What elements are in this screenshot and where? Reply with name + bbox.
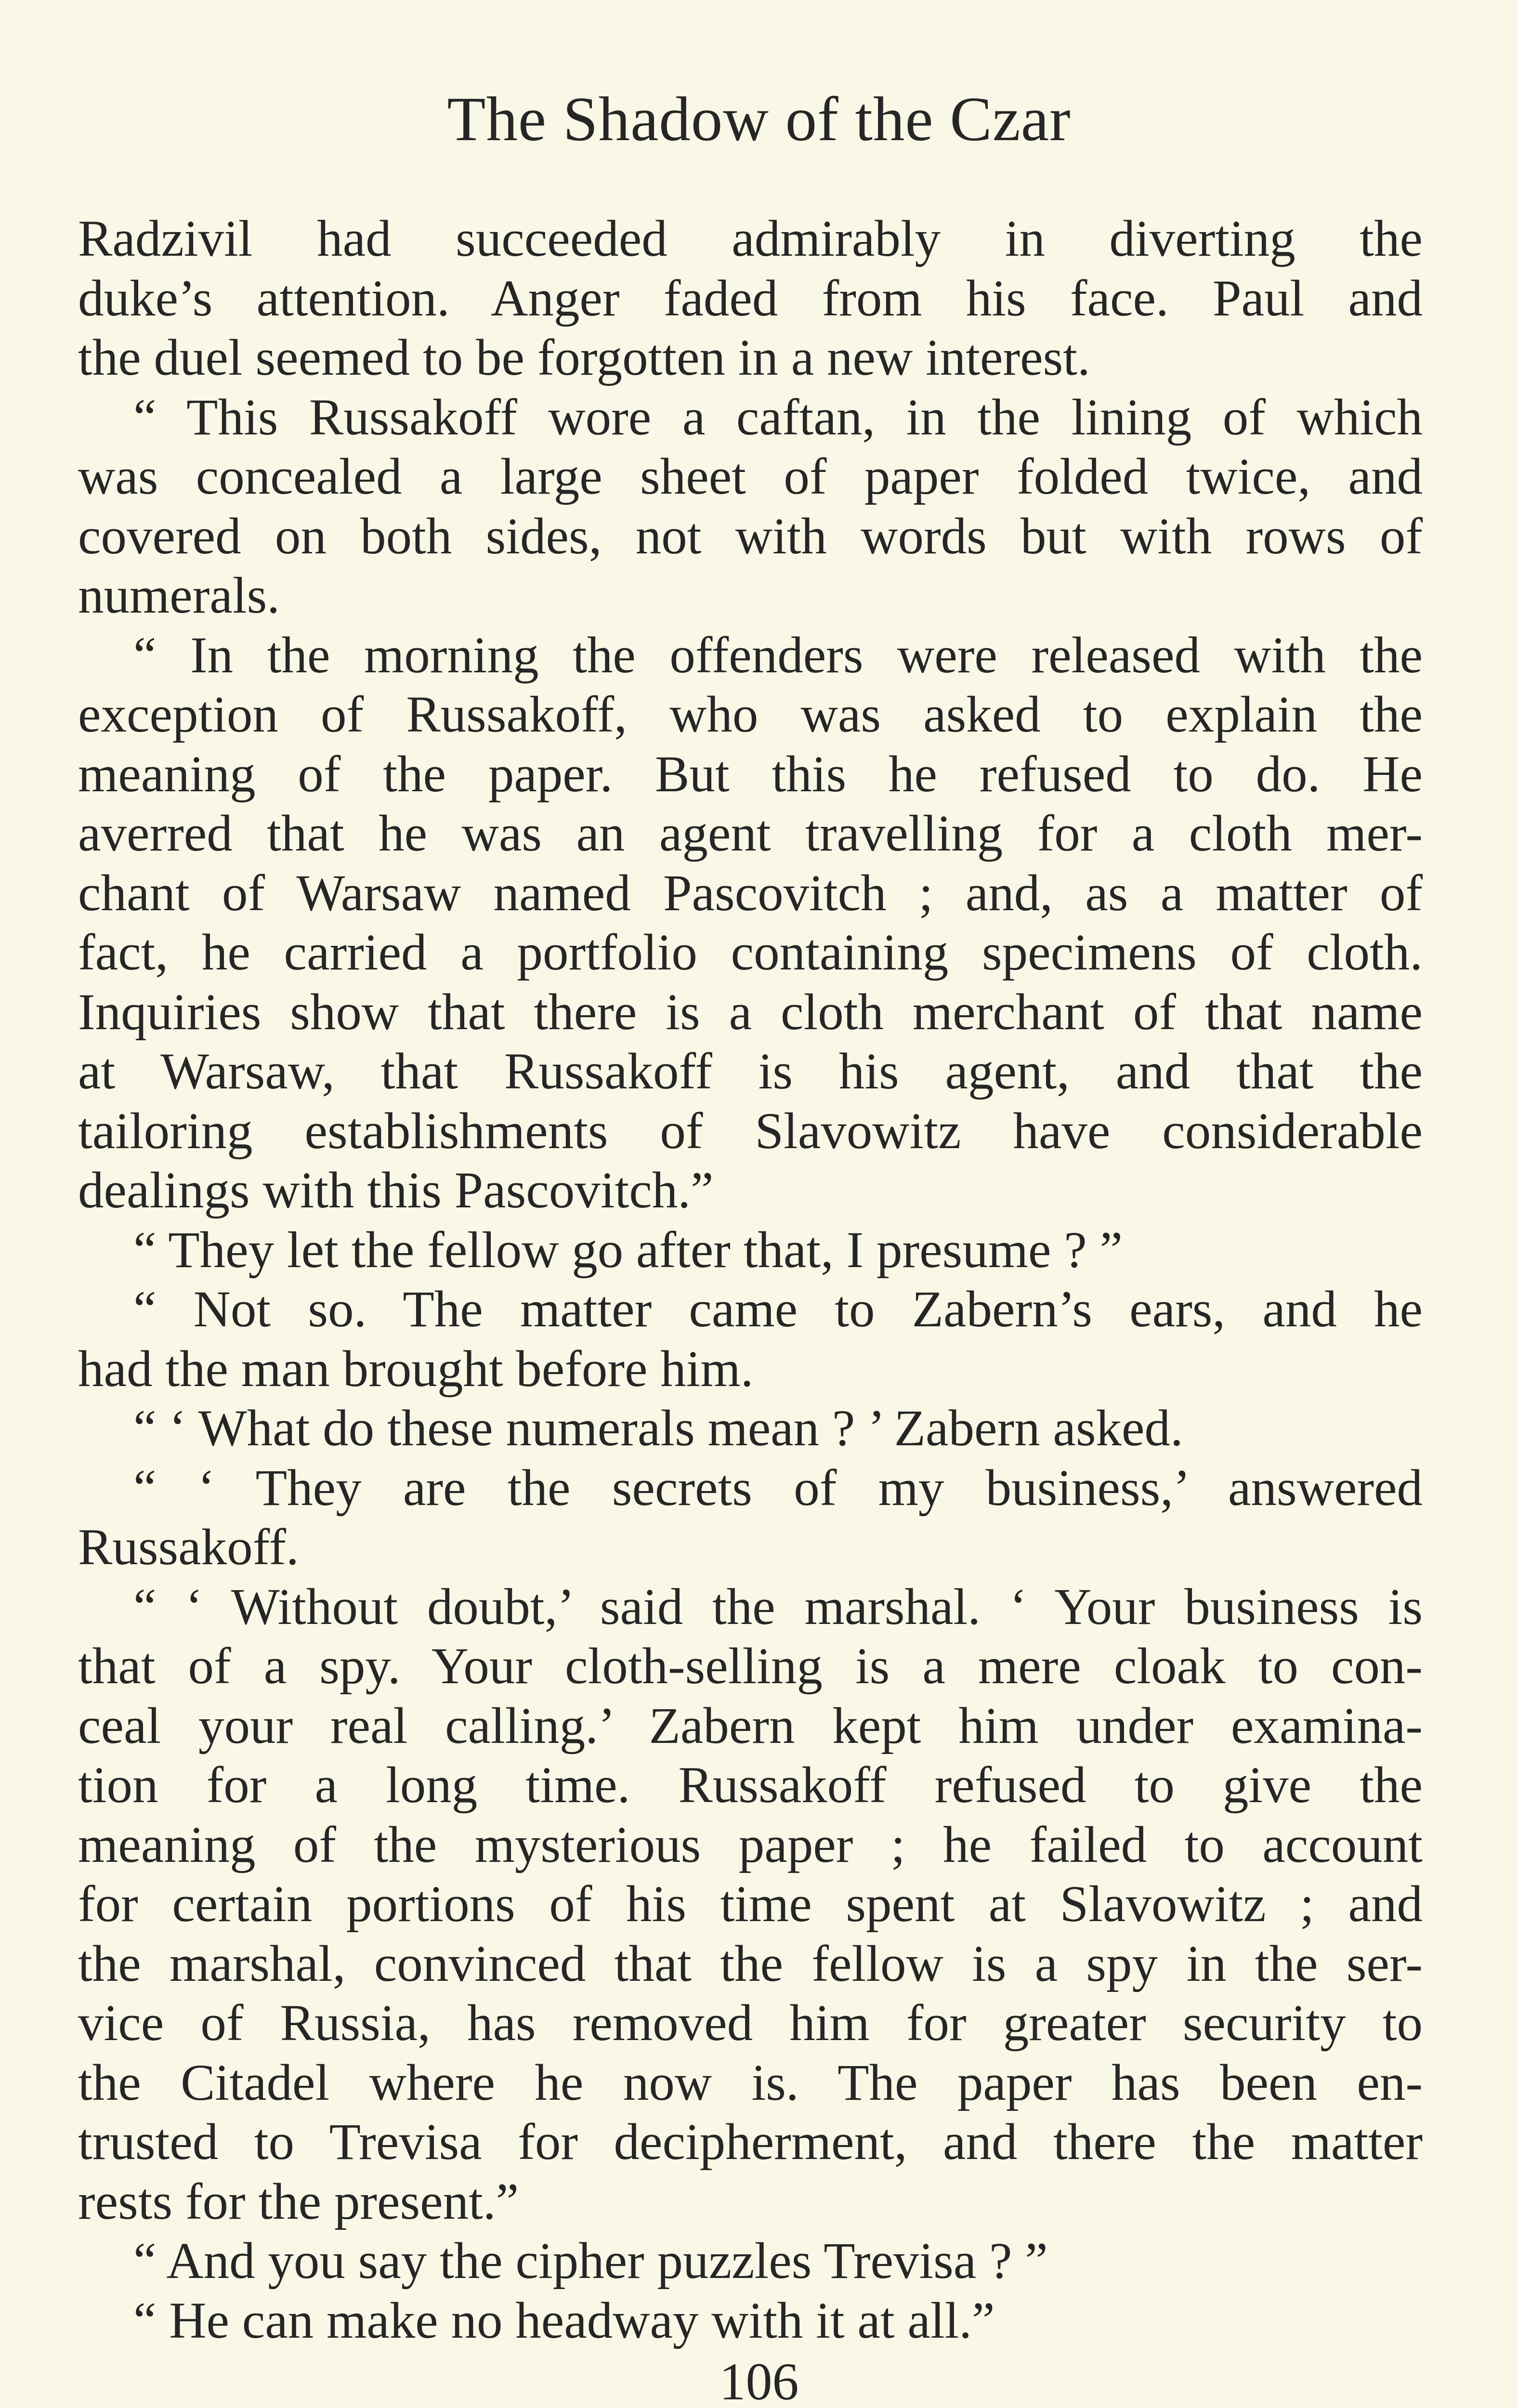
text-line: tailoring establishments of Slavowitz have considerable xyxy=(78,1102,1423,1160)
text-line: ceal your real calling.’ Zabern kept him under examina- xyxy=(78,1697,1423,1754)
text-line: the marshal, convinced that the fellow is a spy in the ser- xyxy=(78,1935,1423,1992)
text-line: trusted to Trevisa for decipherment, and there the matter xyxy=(78,2114,1423,2171)
text-line: duke’s attention. Anger faded from his face. Paul and xyxy=(78,270,1423,327)
text-line: vice of Russia, has removed him for greater security to xyxy=(78,1995,1423,2052)
text-line: “ And you say the cipher puzzles Trevisa ? ” xyxy=(133,2233,1048,2290)
text-line: tion for a long time. Russakoff refused to give the xyxy=(78,1757,1423,1814)
text-line: averred that he was an agent travelling for a cloth mer- xyxy=(78,805,1423,862)
text-line: Russakoff. xyxy=(78,1519,299,1576)
text-line: “ He can make no headway with it at all.” xyxy=(133,2292,995,2349)
text-line: meaning of the paper. But this he refused to do. He xyxy=(78,746,1423,803)
text-line: meaning of the mysterious paper ; he failed to account xyxy=(78,1816,1423,1873)
text-line: rests for the present.” xyxy=(78,2173,519,2230)
text-line: exception of Russakoff, who was asked to explain the xyxy=(78,686,1423,743)
text-line: “ In the morning the offenders were released with the xyxy=(133,627,1423,684)
running-title: The Shadow of the Czar xyxy=(447,84,1071,154)
text-line: the Citadel where he now is. The paper has been en- xyxy=(78,2054,1423,2111)
text-line: at Warsaw, that Russakoff is his agent, and that the xyxy=(78,1043,1423,1100)
text-line: Inquiries show that there is a cloth merchant of that name xyxy=(78,983,1423,1041)
text-line: fact, he carried a portfolio containing specimens of cloth. xyxy=(78,924,1423,981)
page-number: 106 xyxy=(719,2352,799,2408)
text-line: chant of Warsaw named Pascovitch ; and, as a matter of xyxy=(78,864,1423,922)
text-line: covered on both sides, not with words but with rows of xyxy=(78,508,1423,565)
text-line: for certain portions of his time spent at Slavowitz ; and xyxy=(78,1876,1423,1933)
text-line: “ ‘ What do these numerals mean ? ’ Zabern asked. xyxy=(133,1400,1183,1457)
text-line: dealings with this Pascovitch.” xyxy=(78,1162,714,1219)
text-line: “ Not so. The matter came to Zabern’s ears, and he xyxy=(133,1281,1423,1338)
text-line: the duel seemed to be forgotten in a new interest. xyxy=(78,329,1090,386)
text-line: numerals. xyxy=(78,567,280,624)
text-line: “ This Russakoff wore a caftan, in the lining of which xyxy=(133,389,1423,446)
text-line: “ ‘ They are the secrets of my business,’ answered xyxy=(133,1459,1423,1517)
text-line: had the man brought before him. xyxy=(78,1340,754,1398)
text-line: was concealed a large sheet of paper folded twice, and xyxy=(78,448,1423,505)
text-line: “ ‘ Without doubt,’ said the marshal. ‘ Your business is xyxy=(133,1578,1423,1636)
body-text xyxy=(78,209,1423,2351)
text-line: “ They let the fellow go after that, I presume ? ” xyxy=(133,1221,1123,1279)
text-line: that of a spy. Your cloth-selling is a mere cloak to con- xyxy=(78,1638,1423,1695)
text-line: Radzivil had succeeded admirably in diverting the xyxy=(78,210,1423,267)
